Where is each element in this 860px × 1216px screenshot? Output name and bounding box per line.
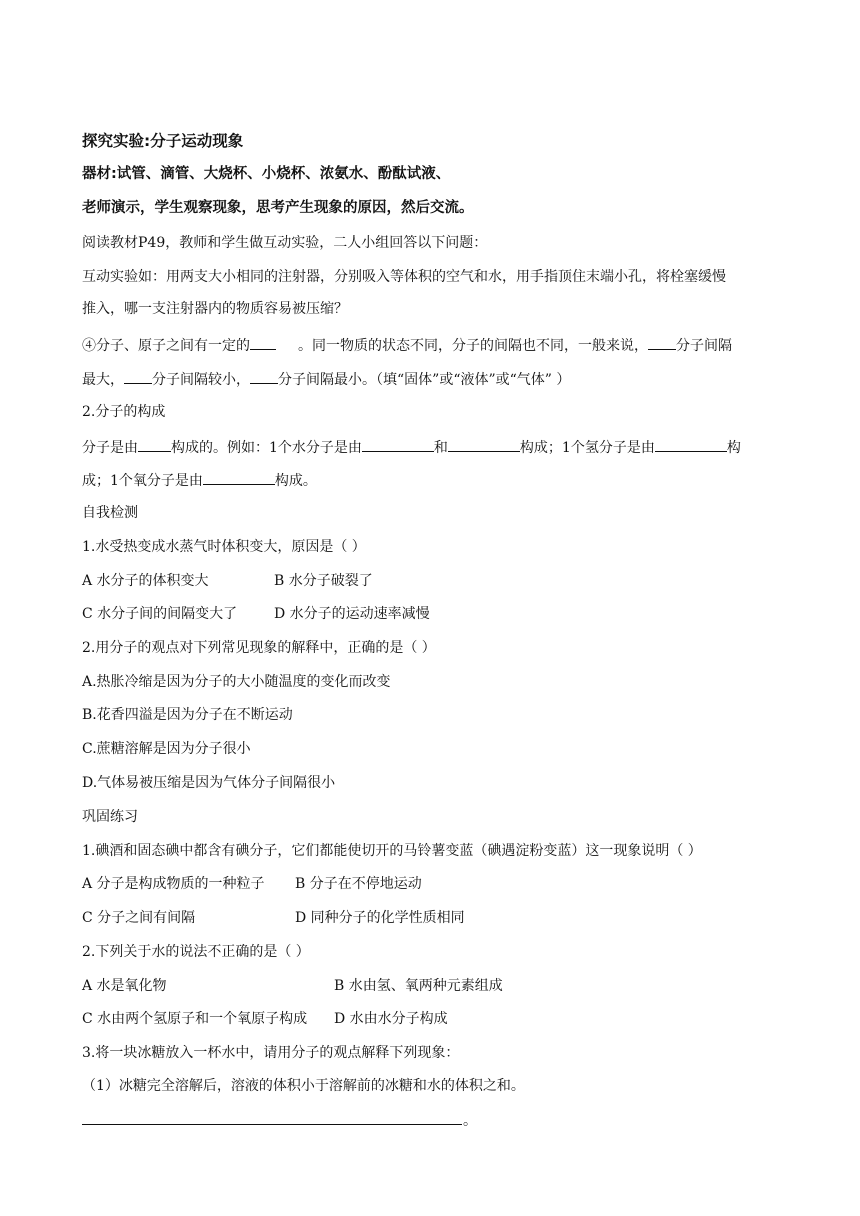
explore-heading: 探究实验:分子运动现象 bbox=[82, 132, 244, 150]
interaction-line-1: 互动实验如：用两支大小相同的注射器，分别吸入等体积的空气和水，用手指顶住末端小孔，将栓塞缓慢 bbox=[82, 269, 726, 285]
materials-line: 器材:试管、滴管、大烧杯、小烧杯、浓氨水、酚酞试液、 bbox=[82, 166, 451, 182]
answer-blank[interactable] bbox=[124, 370, 152, 384]
answer-blank[interactable] bbox=[203, 471, 275, 485]
option-b: B 水由氢、氧两种元素组成 bbox=[334, 978, 503, 994]
answer-blank[interactable] bbox=[648, 336, 676, 350]
structure-text: 和 bbox=[433, 440, 448, 456]
option-d: D 水分子的运动速率减慢 bbox=[274, 606, 430, 622]
selfcheck-q1-row-2 bbox=[82, 606, 782, 622]
option-a: A 水分子的体积变大 bbox=[82, 573, 209, 589]
answer-blank[interactable] bbox=[250, 370, 278, 384]
selfcheck-q1: 1.水受热变成水蒸气时体积变大，原因是（ ） bbox=[82, 539, 366, 555]
practice-heading: 巩固练习 bbox=[82, 809, 138, 825]
option-c: C 水由两个氢原子和一个氧原子构成 bbox=[82, 1011, 308, 1027]
selfcheck-q2: 2.用分子的观点对下列常见现象的解释中，正确的是（ ） bbox=[82, 640, 436, 656]
practice-q3-item-1: （1）冰糖完全溶解后，溶液的体积小于溶解前的冰糖和水的体积之和。 bbox=[82, 1078, 525, 1094]
structure-text: 构 bbox=[726, 440, 741, 456]
fill4-line-1 bbox=[82, 336, 782, 354]
structure-heading: 2.分子的构成 bbox=[82, 404, 166, 420]
option-a: A 水是氧化物 bbox=[82, 978, 167, 994]
demo-line: 老师演示，学生观察现象，思考产生现象的原因，然后交流。 bbox=[82, 200, 474, 216]
option-d: D.气体易被压缩是因为气体分子间隔很小 bbox=[82, 775, 336, 791]
interaction-line-2: 推入，哪一支注射器内的物质容易被压缩？ bbox=[82, 301, 348, 317]
structure-line-2 bbox=[82, 471, 782, 489]
fill4-text: ④分子、原子之间有一定的 bbox=[82, 338, 250, 354]
answer-blank[interactable] bbox=[655, 438, 727, 452]
option-c: C 分子之间有间隔 bbox=[82, 910, 196, 926]
structure-text: 构成。 bbox=[274, 473, 317, 489]
practice-q2-row-1 bbox=[82, 978, 782, 994]
structure-text: 成；1个氧分子是由 bbox=[82, 473, 203, 489]
selfcheck-heading: 自我检测 bbox=[82, 505, 138, 521]
fill4-text: 。同一物质的状态不同，分子的间隔也不同，一般来说， bbox=[298, 338, 648, 354]
fill4-text: 分子间隔较小， bbox=[152, 372, 250, 388]
practice-q1-row-1 bbox=[82, 876, 782, 892]
practice-q2: 2.下列关于水的说法不正确的是（ ） bbox=[82, 944, 310, 960]
practice-q2-row-2 bbox=[82, 1011, 782, 1027]
structure-text: 构成的。例如：1个水分子是由 bbox=[171, 440, 362, 456]
option-b: B 分子在不停地运动 bbox=[295, 876, 422, 892]
answer-blank[interactable] bbox=[362, 438, 434, 452]
answer-underline[interactable] bbox=[82, 1124, 462, 1125]
practice-q1: 1.碘酒和固态碘中都含有碘分子，它们都能使切开的马铃薯变蓝（碘遇淀粉变蓝）这一现象说明（ ） bbox=[82, 843, 702, 859]
practice-q3: 3.将一块冰糖放入一杯水中，请用分子的观点解释下列现象： bbox=[82, 1045, 460, 1061]
answer-end-mark: 。 bbox=[463, 1113, 477, 1129]
option-c: C.蔗糖溶解是因为分子很小 bbox=[82, 741, 251, 757]
reading-line: 阅读教材P49，教师和学生做互动实验，二人小组回答以下问题： bbox=[82, 235, 488, 251]
practice-q1-row-2 bbox=[82, 910, 782, 926]
option-b: B.花香四溢是因为分子在不断运动 bbox=[82, 707, 293, 723]
answer-blank[interactable] bbox=[448, 438, 520, 452]
option-c: C 水分子间的间隔变大了 bbox=[82, 606, 238, 622]
option-a: A 分子是构成物质的一种粒子 bbox=[82, 876, 265, 892]
option-a: A.热胀冷缩是因为分子的大小随温度的变化而改变 bbox=[82, 674, 391, 690]
option-d: D 同种分子的化学性质相同 bbox=[295, 910, 465, 926]
answer-blank[interactable] bbox=[138, 438, 171, 452]
selfcheck-q1-row-1 bbox=[82, 573, 782, 589]
fill4-line-2 bbox=[82, 370, 782, 388]
structure-line-1 bbox=[82, 438, 782, 456]
fill4-text: 最大， bbox=[82, 372, 124, 388]
answer-blank[interactable] bbox=[250, 336, 276, 350]
option-d: D 水由水分子构成 bbox=[334, 1011, 448, 1027]
option-b: B 水分子破裂了 bbox=[274, 573, 373, 589]
fill4-text: 分子间隔 bbox=[676, 338, 732, 354]
fill4-text: 分子间隔最小。（填“固体”或“液体”或“气体” ） bbox=[278, 372, 571, 388]
structure-text: 构成；1个氢分子是由 bbox=[519, 440, 655, 456]
structure-text: 分子是由 bbox=[82, 440, 138, 456]
